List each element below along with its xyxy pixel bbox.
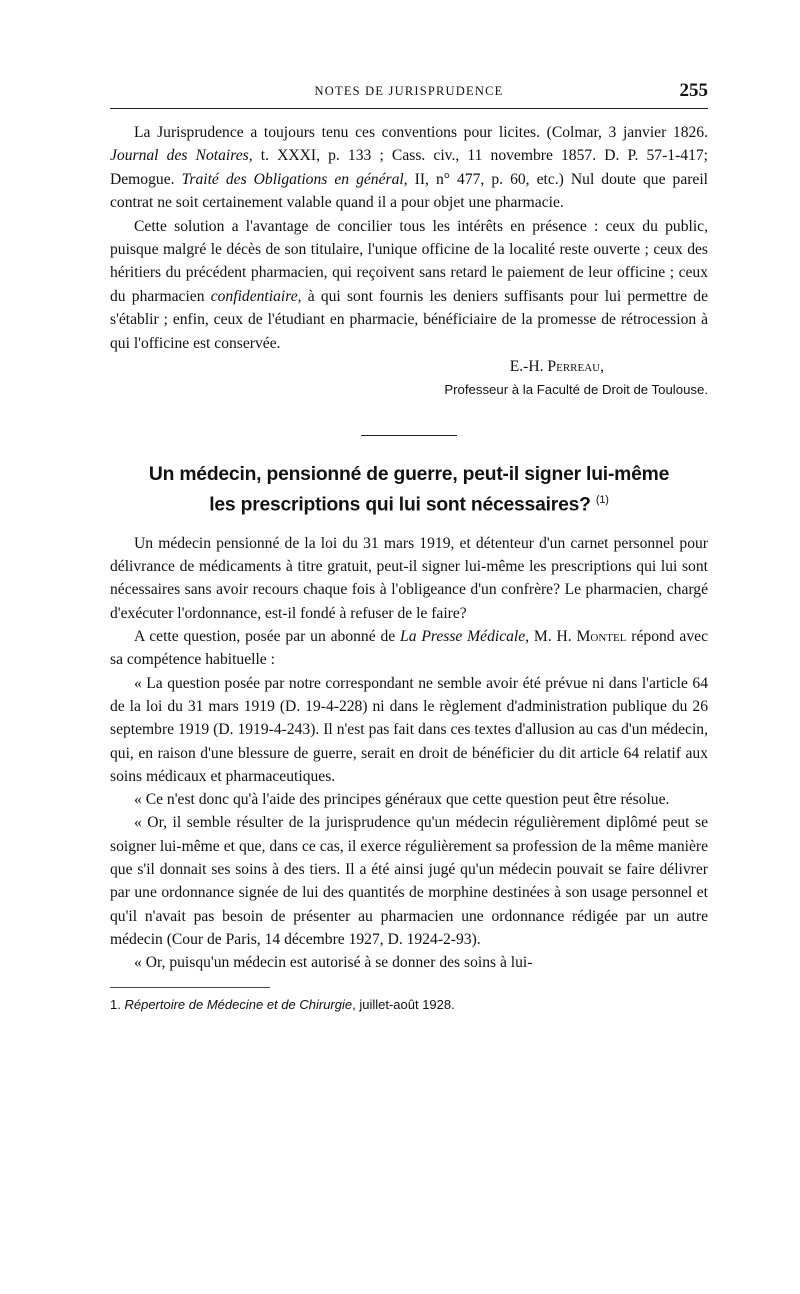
continuation-paragraph-2: Cette solution a l'avantage de concilier tous les intérêts en présence : ceux du public, puisque malgré le décès de son titulaire, l'unique officine de la localité reste ouverte ; ceux des héritiers du précédent pharmacien, qui reçoivent sans retard le paiement de leur officine ; ceux du pharmacien confidentiaire, à qui sont fournis les deniers suffisants pour lui permettre de s'établir ; enfin, ceux de l'étudiant en pharmacie, bénéficiaire de la promesse de rétrocession à qui l'officine est conservée. <box>110 217 708 352</box>
article-paragraph-6: « Or, puisqu'un médecin est autorisé à se donner des soins à lui- <box>134 954 533 972</box>
journal-name: La Presse Médicale <box>400 628 526 646</box>
section-separator <box>361 435 457 436</box>
article-paragraph-4: « Ce n'est donc qu'à l'aide des principes généraux que cette question peut être résolue. <box>134 791 670 809</box>
treatise-title: Traité des Obligations en général <box>181 170 404 188</box>
article-title: Un médecin, pensionné de guerre, peut-il signer lui-même les prescriptions qui lui sont nécessaires? $^{(1)}$ <box>148 464 670 516</box>
journal-title: Journal des Notaires <box>110 147 249 165</box>
article-paragraph-2: A cette question, posée par un abonné de La Presse Médicale, M. H. Montel répond avec sa compétence habituelle : <box>110 628 708 669</box>
page-header <box>110 78 708 106</box>
respondent-name: Montel <box>576 628 627 646</box>
article-body <box>110 532 708 975</box>
author-surname: Perreau, <box>547 358 604 376</box>
header-rule <box>110 108 708 109</box>
article-paragraph-3: « La question posée par notre correspondant ne semble avoir été prévue ni dans l'article 64 de la loi du 31 mars 1919 (D. 19-4-228) ni dans le règlement d'administration publique du 26 septembre 1919 (D. 1919-4-243). Il n'est pas fait dans ces textes d'allusion au cas d'un médecin, qui, en raison d'une blessure de guerre, serait en droit de bénéficier du dit article 64 relatif aux soins médicaux et pharmaceutiques. <box>110 674 708 785</box>
continuation-text <box>110 121 708 355</box>
article-paragraph-1: Un médecin pensionné de la loi du 31 mars 1919, et détenteur d'un carnet personnel pour délivrance de médicaments à titre gratuit, peut-il signer lui-même les prescriptions qui lui sont nécessaires sans avoir recours chaque fois à l'obligeance d'un confrère? Le pharmacien, chargé d'exécuter l'ordonnance, est-il fondé à refuser de le faire? <box>110 534 708 622</box>
running-head: NOTES DE JURISPRUDENCE <box>314 84 504 98</box>
footnote-source: Répertoire de Médecine et de Chirurgie <box>124 996 353 1012</box>
author-signature: E.-H. Perreau, <box>509 358 604 376</box>
footnote-marker: (1) <box>595 493 609 506</box>
footnote-rule <box>110 987 270 988</box>
document-page <box>110 78 708 1014</box>
footnote: 1. Répertoire de Médecine et de Chirurgie, juillet-août 1928. <box>110 996 455 1012</box>
author-affiliation: Professeur à la Faculté de Droit de Toulouse. <box>444 382 708 398</box>
article-paragraph-5: « Or, il semble résulter de la jurisprudence qu'un médecin régulièrement diplômé peut se soigner lui-même et que, dans ce cas, il exerce régulièrement sa profession de la même manière que s'il donnait ses soins à des tiers. Il a été ainsi jugé qu'un médecin pouvait se faire délivrer par une ordonnance signée de lui des quantités de morphine destinées à son usage personnel et qu'il n'avait pas besoin de présenter au pharmacien une ordonnance rédigée par un autre médecin (Cour de Paris, 14 décembre 1927, D. 1924-2-93). <box>110 814 708 948</box>
page-number: 255 <box>679 80 708 101</box>
continuation-paragraph-1: La Jurisprudence a toujours tenu ces conventions pour licites. (Colmar, 3 janvier 1826. Journal des Notaires, t. XXXI, p. 133 ; Cass. civ., 11 novembre 1857. D. P. 57-1-417; Demogue. Traité des Obligations en général, II, n° 477, p. 60, etc.) Nul doute que pareil contrat ne soit certainement valable quand il a pour objet une pharmacie. <box>110 124 709 212</box>
